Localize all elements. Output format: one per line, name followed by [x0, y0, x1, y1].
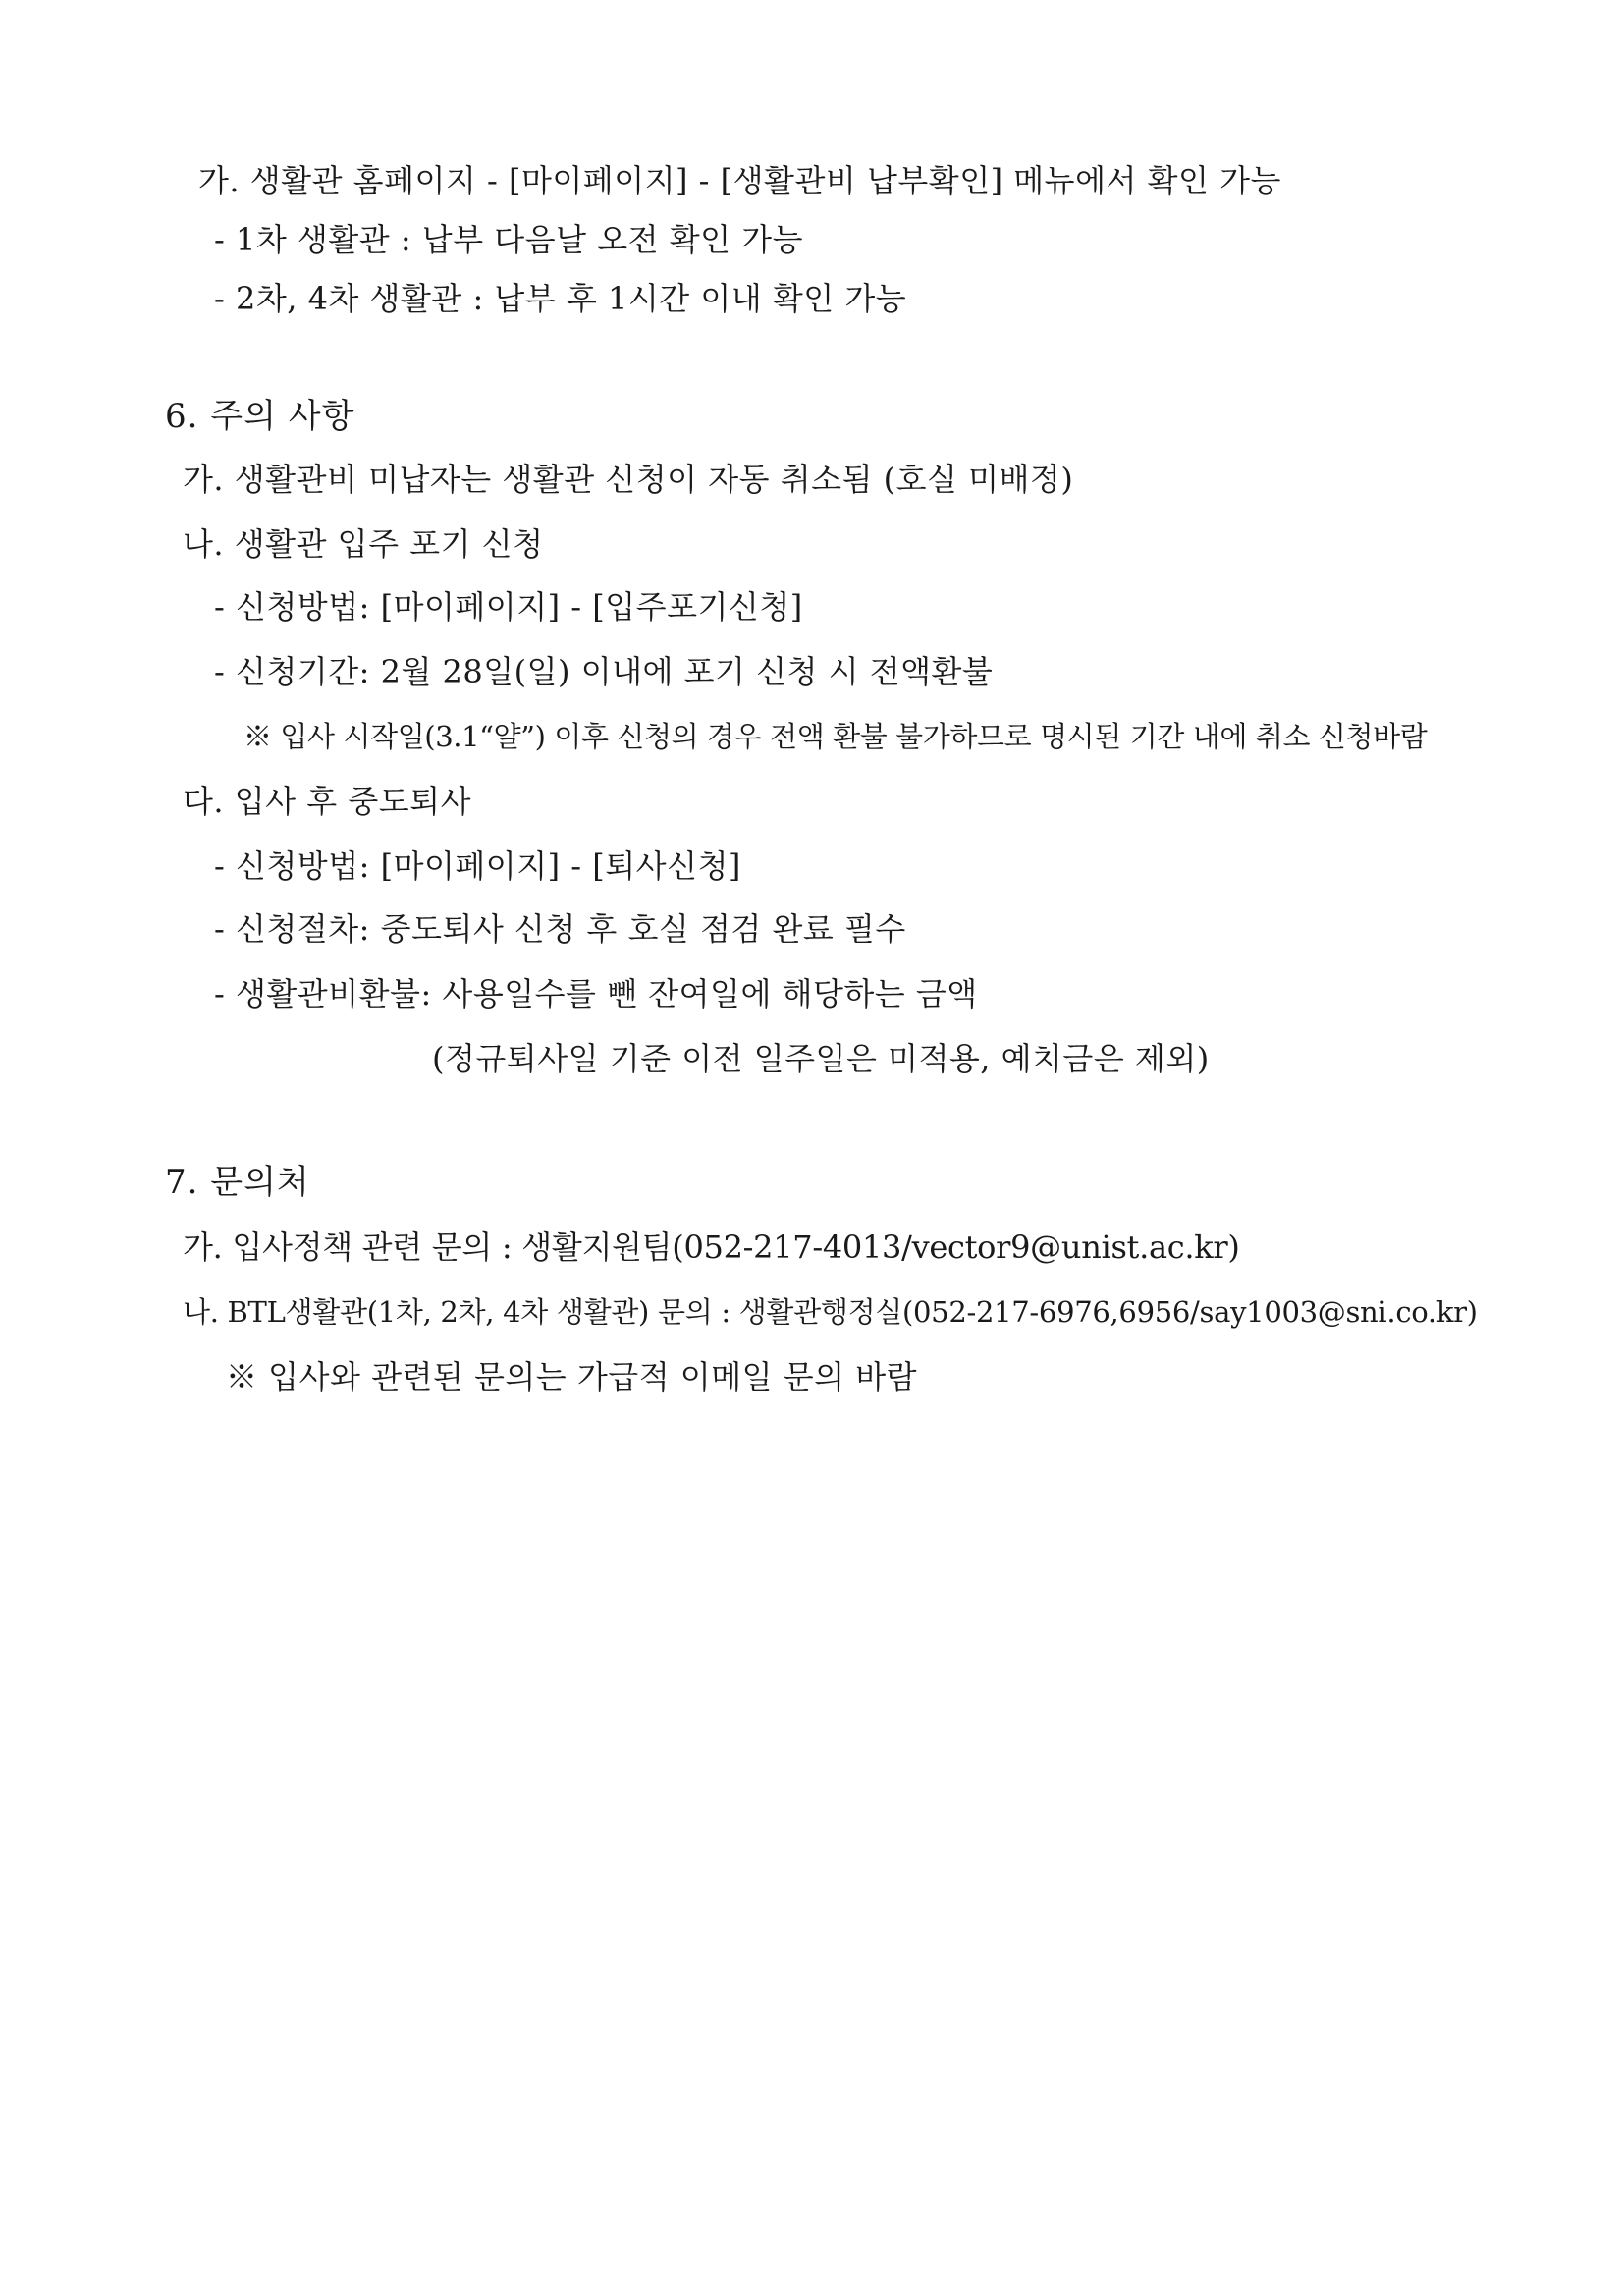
- section7-btl-contact: 나. BTL생활관(1차, 2차, 4차 생활관) 문의 : 생활관행정실(052-217-6976,6956/say1003@sni.co.kr): [183, 1295, 1478, 1329]
- section6-give-up-period: - 신청기간: 2월 28일(일) 이내에 포기 신청 시 전액환불: [214, 653, 994, 690]
- section6-withdrawal-title: 다. 입사 후 중도퇴사: [183, 783, 471, 820]
- section6-unpaid-cancel: 가. 생활관비 미납자는 생활관 신청이 자동 취소됨 (호실 미배정): [183, 461, 1074, 498]
- section7-title: 7. 문의처: [165, 1163, 310, 1202]
- section6-give-up-title: 나. 생활관 입주 포기 신청: [183, 525, 544, 563]
- payment-check-dorm24: - 2차, 4차 생활관 : 납부 후 1시간 이내 확인 가능: [214, 280, 907, 317]
- section7-email-note: ※ 입사와 관련된 문의는 가급적 이메일 문의 바람: [226, 1358, 918, 1395]
- payment-check-homepage: 가. 생활관 홈페이지 - [마이페이지] - [생활관비 납부확인] 메뉴에서 확인 가능: [198, 162, 1281, 199]
- section6-withdrawal-refund: - 생활관비환불: 사용일수를 뺀 잔여일에 해당하는 금액: [214, 975, 978, 1012]
- payment-check-dorm1: - 1차 생활관 : 납부 다음날 오전 확인 가능: [214, 221, 804, 258]
- section6-withdrawal-procedure: - 신청절차: 중도퇴사 신청 후 호실 점검 완료 필수: [214, 910, 906, 948]
- section6-title: 6. 주의 사항: [165, 397, 355, 436]
- section6-withdrawal-method: - 신청방법: [마이페이지] - [퇴사신청]: [214, 847, 741, 885]
- section6-give-up-note: ※ 입사 시작일(3.1“얄”) 이후 신청의 경우 전액 환불 불가하므로 명시된 기간 내에 취소 신청바람: [243, 720, 1428, 753]
- section6-withdrawal-refund-note: (정규퇴사일 기준 이전 일주일은 미적용, 예치금은 제외): [432, 1040, 1210, 1077]
- section6-give-up-method: - 신청방법: [마이페이지] - [입주포기신청]: [214, 588, 803, 626]
- section7-policy-contact: 가. 입사정책 관련 문의 : 생활지원팀(052-217-4013/vector9@unist.ac.kr): [183, 1229, 1240, 1266]
